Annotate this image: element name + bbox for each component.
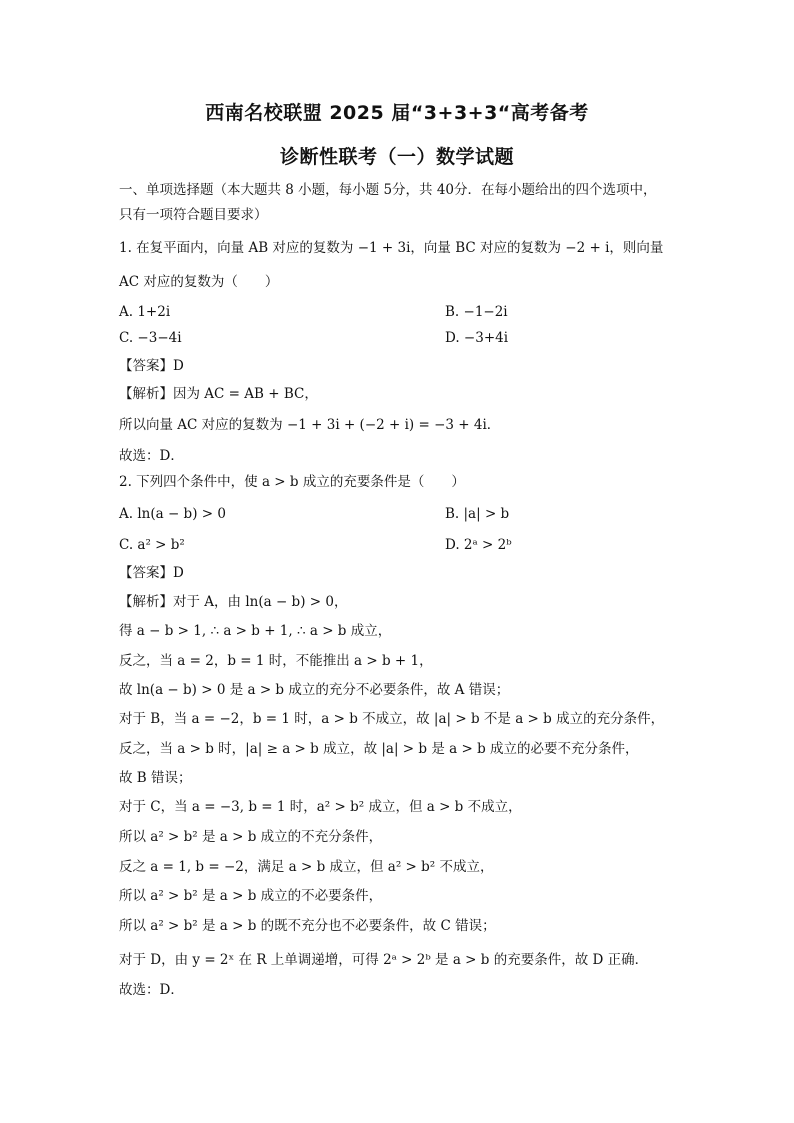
q2-analysis-line: 所以 a² > b² 是 a > b 的既不充分也不必要条件，故 C 错误； xyxy=(119,918,496,934)
q2-analysis-line: 得 a − b > 1, ∴ a > b + 1, ∴ a > b 成立， xyxy=(119,623,392,639)
q2-analysis-line: 对于 B，当 a = −2，b = 1 时，a > b 不成立，故 |a| > b 不是 a > b 成立的充分条件， xyxy=(119,711,665,727)
q2-analysis-line: 【解析】对于 A，由 ln(a − b) > 0， xyxy=(119,594,348,610)
q2-analysis-line: 对于 C，当 a = −3, b = 1 时，a² > b² 成立，但 a > b 不成立， xyxy=(119,799,522,815)
exam-title-line2: 诊断性联考（一）数学试题 xyxy=(279,146,514,168)
q2-analysis-line: 故选：D． xyxy=(119,982,184,998)
q2-analysis-line: 反之 a = 1, b = −2，满足 a > b 成立，但 a² > b² 不成立， xyxy=(119,859,494,875)
q2-analysis-line: 对于 D，由 y = 2ˣ 在 R 上单调递增，可得 2ᵃ > 2ᵇ 是 a > b 的充要条件，故 D 正确． xyxy=(119,952,649,968)
q2-analysis-line: 故 B 错误； xyxy=(119,770,192,786)
q2-analysis-line: 所以 a² > b² 是 a > b 成立的不必要条件， xyxy=(119,888,383,904)
q2-answer: 【答案】D xyxy=(119,565,184,581)
q2-analysis-line: 故 ln(a − b) > 0 是 a > b 成立的充分不必要条件，故 A 错误； xyxy=(119,682,510,698)
q1-analysis-line1: 【解析】因为 AC = AB + BC， xyxy=(119,386,318,402)
exam-title-line1: 西南名校联盟 2025 届“3+3+3“高考备考 xyxy=(205,102,589,124)
section-heading: 一、单项选择题（本大题共 8 小题，每小题 5分，共 40分．在每小题给出的四个选项中， xyxy=(119,182,657,198)
q2-analysis-line: 反之，当 a > b 时，|a| ≥ a > b 成立，故 |a| > b 是 a > b 成立的必要不充分条件， xyxy=(119,741,639,757)
section-heading-continued: 只有一项符合题目要求） xyxy=(119,207,268,223)
q2-option-a: A. ln(a − b) > 0 xyxy=(119,506,226,522)
q1-option-d: D. −3+4i xyxy=(445,330,509,346)
q1-analysis-line2: 所以向量 AC 对应的复数为 −1 + 3i + (−2 + i) = −3 + 4i． xyxy=(119,417,501,433)
q2-option-d: D. 2ᵃ > 2ᵇ xyxy=(445,537,512,553)
q2-analysis-line: 反之，当 a = 2，b = 1 时，不能推出 a > b + 1， xyxy=(119,653,433,669)
q2-stem: 2. 下列四个条件中，使 a > b 成立的充要条件是（ ） xyxy=(119,474,465,490)
q2-analysis-line: 所以 a² > b² 是 a > b 成立的不充分条件， xyxy=(119,829,383,845)
q2-option-c: C. a² > b² xyxy=(119,537,185,553)
q2-option-b: B. |a| > b xyxy=(445,506,510,522)
q1-option-a: A. 1+2i xyxy=(119,304,171,320)
q1-stem-line1: 1. 在复平面内，向量 AB 对应的复数为 −1 + 3i，向量 BC 对应的复数为 −2 + i，则向量 xyxy=(119,240,664,256)
q1-analysis-line3: 故选：D． xyxy=(119,448,184,464)
q1-stem-line2: AC 对应的复数为（ ） xyxy=(119,274,279,290)
q1-option-c: C. −3−4i xyxy=(119,330,182,346)
q1-answer: 【答案】D xyxy=(119,358,184,374)
q1-option-b: B. −1−2i xyxy=(445,304,508,320)
